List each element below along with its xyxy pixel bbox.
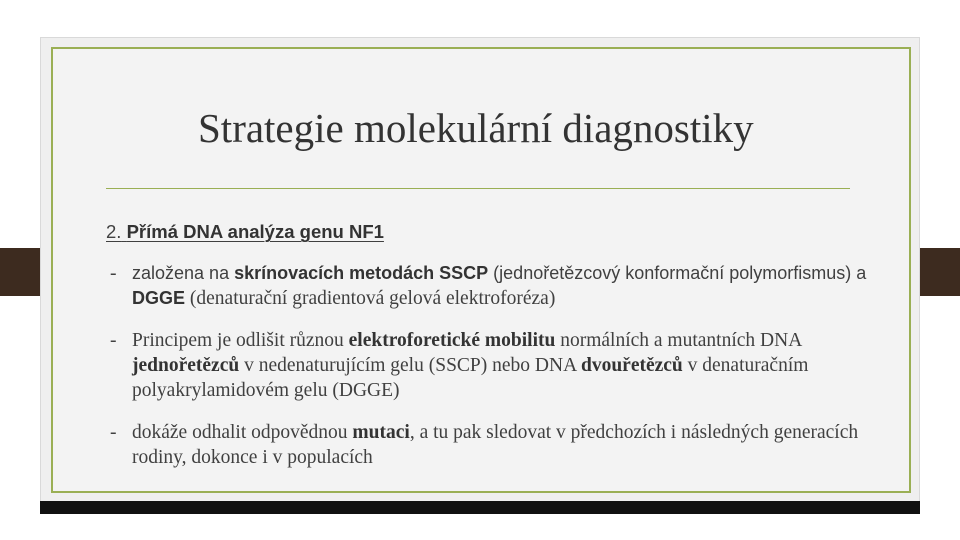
bullet-1	[106, 261, 896, 311]
bullet-1-text-3: (denaturační gradientová gelová elektroforéza)	[185, 288, 556, 309]
slide-title: Strategie molekulární diagnostiky	[198, 105, 754, 151]
bullet-2-bold-2: jednořetězců	[132, 355, 240, 376]
bullet-1-text-1: založena na	[132, 263, 235, 283]
bullet-2	[106, 328, 896, 403]
section-heading	[106, 219, 896, 244]
bullet-3-bold-1: mutaci	[352, 422, 410, 443]
bullet-1-text-2: (jednořetězcový konformační polymorfismus) a	[488, 263, 867, 283]
bullet-3-text-2: , a tu pak sledovat v předchozích i následných generacích rodiny, dokonce i v populacích	[132, 422, 859, 468]
bullet-2-text-1: Principem je odlišit různou	[132, 330, 349, 351]
bullet-3	[106, 420, 896, 470]
bullet-3-text-1: dokáže odhalit odpovědnou	[132, 422, 353, 443]
bullet-2-bold-3: dvouřetězců	[580, 355, 683, 376]
bullet-2-bold-1: elektroforetické mobilitu	[348, 330, 556, 351]
bullet-dash: -	[110, 263, 117, 284]
bullet-dash: -	[110, 422, 117, 443]
bullet-1-bold-2: DGGE	[132, 288, 186, 308]
bullet-dash: -	[110, 330, 117, 351]
bullet-2-text-3: v nedenaturujícím gelu (SSCP) nebo DNA	[239, 355, 581, 376]
bullet-1-bold-1: skrínovacích metodách SSCP	[234, 263, 489, 283]
bottom-decor-band	[40, 501, 920, 514]
slide-content	[106, 219, 896, 487]
bullet-2-text-4: v denaturačním polyakrylamidovém gelu (DGGE)	[132, 355, 809, 401]
heading-text: Přímá DNA analýza genu NF1	[126, 221, 384, 242]
title-divider	[106, 188, 850, 189]
heading-number: 2.	[106, 221, 122, 242]
bullet-2-text-2: normálních a mutantních DNA	[555, 330, 802, 351]
